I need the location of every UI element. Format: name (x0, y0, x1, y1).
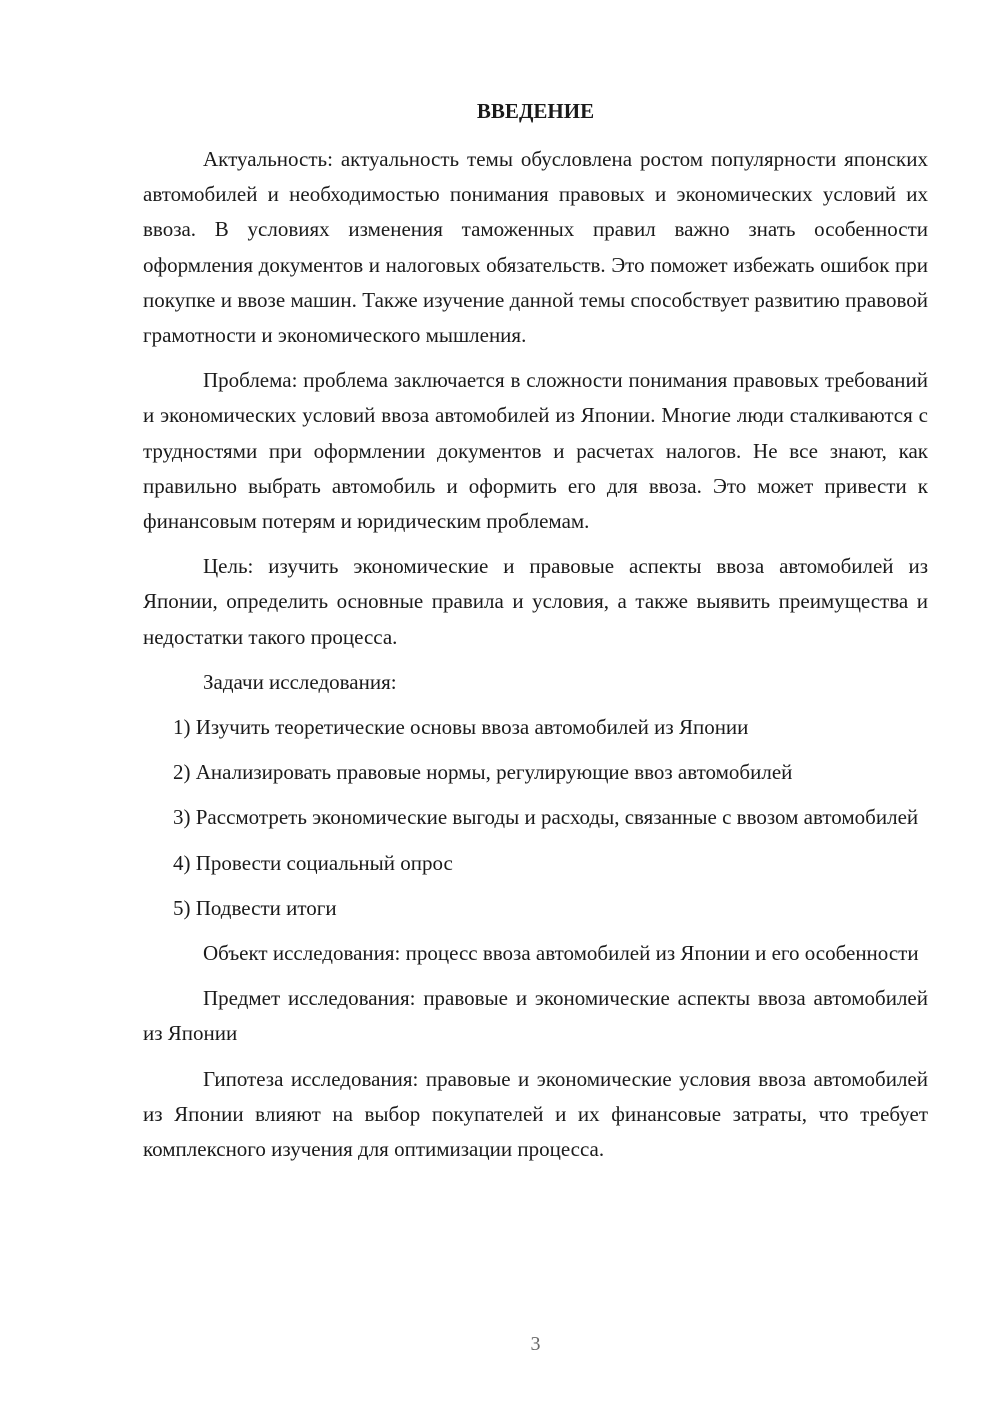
tasks-list (143, 710, 928, 926)
goal-paragraph: Цель: изучить экономические и правовые аспекты ввоза автомобилей из Японии, определить основные правила и условия, а также выявить преимущества и недостатки такого процесса. (143, 554, 928, 649)
task-item-1: 1) Изучить теоретические основы ввоза автомобилей из Японии (173, 715, 749, 740)
section-title: ВВЕДЕНИЕ (476, 99, 595, 123)
task-item-2: 2) Анализировать правовые нормы, регулирующие ввоз автомобилей (173, 760, 793, 785)
problem-paragraph: Проблема: проблема заключается в сложности понимания правовых требований и экономических условий ввоза автомобилей из Японии. Многие люди сталкиваются с трудностями при оформлении документов и расчетах налогов. Не все знают, как правильно выбрать автомобиль и оформить его для ввоза. Это может привести к финансовым потерям и юридическим проблемам. (143, 368, 928, 534)
task-item-3: 3) Рассмотреть экономические выгоды и расходы, связанные с ввозом автомобилей (173, 805, 919, 830)
task-item-4: 4) Провести социальный опрос (173, 850, 453, 875)
relevance-paragraph: Актуальность: актуальность темы обусловлена ростом популярности японских автомобилей и необходимостью понимания правовых и экономических условий их ввоза. В условиях изменения таможенных правил важно знать особенности оформления документов и налоговых обязательств. Это поможет избежать ошибок при покупке и ввозе машин. Также изучение данной темы способствует развитию правовой грамотности и экономического мышления. (143, 147, 928, 348)
hypothesis-paragraph: Гипотеза исследования: правовые и экономические условия ввоза автомобилей из Японии влияют на выбор покупателей и их финансовые затраты, что требует комплексного изучения для оптимизации процесса. (143, 1066, 928, 1162)
research-subject-paragraph: Предмет исследования: правовые и экономические аспекты ввоза автомобилей из Японии (143, 986, 928, 1046)
document-body (143, 142, 928, 1177)
task-item-5: 5) Подвести итоги (173, 895, 337, 920)
tasks-heading: Задачи исследования: (203, 669, 397, 694)
page-number: 3 (530, 1333, 541, 1355)
research-object-paragraph: Объект исследования: процесс ввоза автомобилей из Японии и его особенности (203, 941, 919, 966)
